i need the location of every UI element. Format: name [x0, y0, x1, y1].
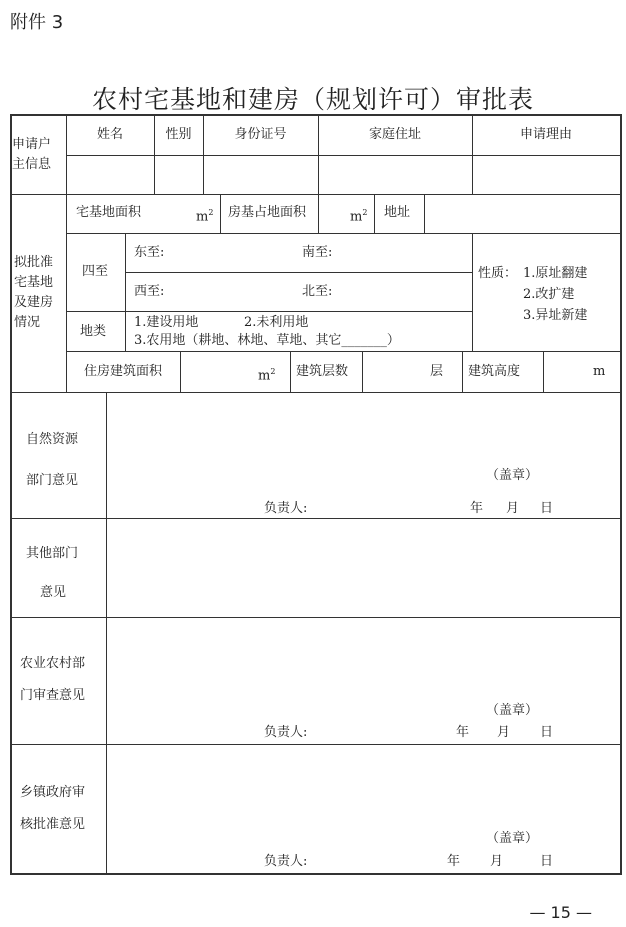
land-type-option-3: 3.农用地（耕地、林地、草地、其它_______） [134, 333, 400, 348]
land-type-option-1: 1.建设用地 [134, 315, 199, 330]
four-bounds-label: 四至 [82, 264, 109, 279]
south-bound-label: 南至: [302, 245, 333, 260]
gender-header: 性别 [165, 127, 192, 142]
applicant-label-2: 主信息 [12, 157, 52, 172]
proposed-label-3: 及建房 [14, 295, 54, 310]
day-township: 日 [540, 854, 554, 869]
site-address-label: 地址 [384, 205, 411, 220]
month-township: 月 [490, 854, 504, 869]
floor-count-unit: 层 [430, 364, 444, 379]
other-dept-label-2: 意见 [40, 585, 67, 600]
month-agriculture: 月 [497, 725, 511, 740]
natural-resources-label-1: 自然资源 [26, 432, 79, 447]
floor-count-label: 建筑层数 [296, 364, 349, 379]
floor-area-label: 住房建筑面积 [84, 364, 163, 379]
proposed-label-2: 宅基地 [14, 275, 54, 290]
north-bound-label: 北至: [302, 284, 333, 299]
other-dept-label-1: 其他部门 [26, 546, 79, 561]
page-number: — 15 — [529, 903, 592, 922]
land-type-option-2: 2.未利用地 [244, 315, 309, 330]
responsible-township: 负责人: [264, 854, 308, 869]
homestead-area-unit: $m^2$ [196, 208, 214, 225]
natural-resources-label-2: 部门意见 [26, 473, 79, 488]
east-bound-label: 东至: [134, 245, 165, 260]
township-label-1: 乡镇政府审 [20, 785, 86, 800]
footprint-area-unit: $m^2$ [350, 208, 368, 225]
footprint-area-label: 房基占地面积 [228, 205, 307, 220]
agriculture-label-1: 农业农村部 [20, 656, 86, 671]
year-township: 年 [447, 854, 461, 869]
page-title: 农村宅基地和建房（规划许可）审批表 [91, 85, 534, 114]
year-agriculture: 年 [456, 725, 470, 740]
township-label-2: 核批准意见 [20, 817, 86, 832]
attachment-label: 附件 3 [10, 12, 64, 33]
west-bound-label: 西至: [134, 284, 165, 299]
proposed-label-1: 拟批准 [14, 255, 54, 270]
building-height-unit: m [593, 364, 606, 379]
responsible-natural: 负责人: [264, 501, 308, 516]
nature-option-3: 3.异址新建 [523, 308, 588, 323]
homestead-area-label: 宅基地面积 [76, 205, 142, 220]
nature-option-1: 1.原址翻建 [523, 266, 588, 281]
floor-area-unit: $m^2$ [258, 367, 276, 384]
day-natural: 日 [540, 501, 554, 516]
address-header: 家庭住址 [368, 127, 421, 142]
agriculture-label-2: 门审查意见 [20, 688, 86, 703]
nature-option-2: 2.改扩建 [523, 287, 575, 302]
day-agriculture: 日 [540, 725, 554, 740]
seal-township: （盖章） [486, 831, 539, 846]
id-number-header: 身份证号 [234, 127, 287, 142]
seal-natural: （盖章） [486, 468, 539, 483]
year-natural: 年 [470, 501, 484, 516]
building-height-label: 建筑高度 [468, 364, 521, 379]
reason-header: 申请理由 [519, 127, 572, 142]
applicant-label-1: 申请户 [12, 137, 52, 152]
responsible-agriculture: 负责人: [264, 725, 308, 740]
month-natural: 月 [506, 501, 520, 516]
name-header: 姓名 [96, 127, 123, 142]
nature-label: 性质： [478, 266, 518, 281]
seal-agriculture: （盖章） [486, 703, 539, 718]
proposed-label-4: 情况 [14, 315, 41, 330]
land-type-label: 地类 [80, 324, 107, 339]
